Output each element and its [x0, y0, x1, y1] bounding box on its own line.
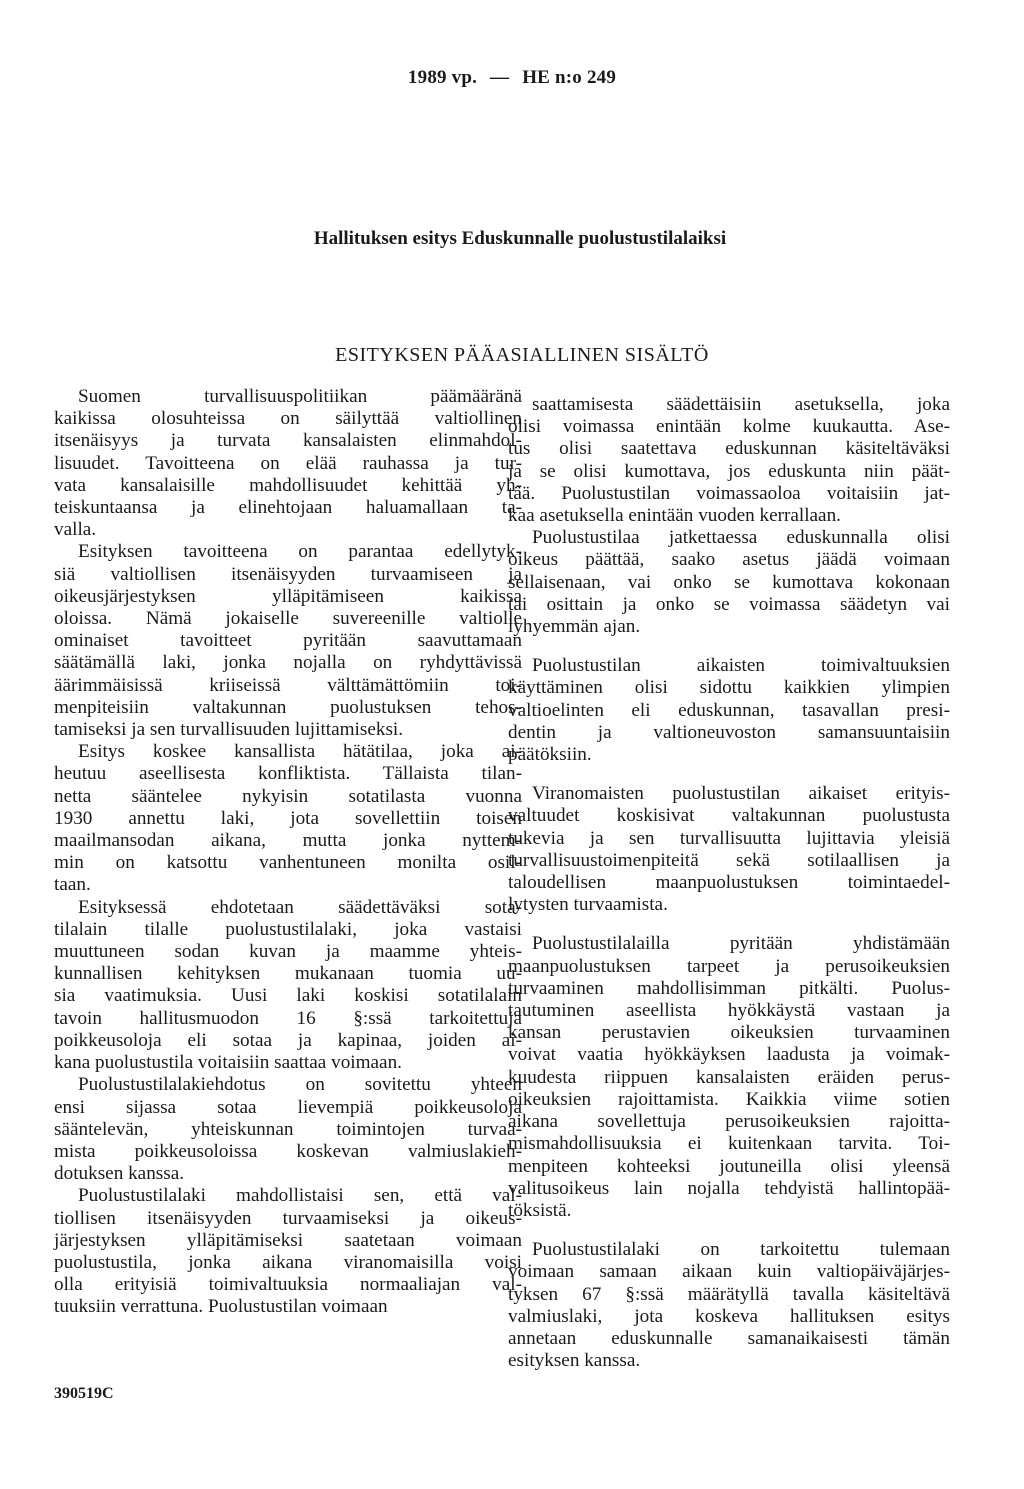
text-line: min on katsottu vanhentuneen monilta osil- — [54, 852, 522, 874]
text-line: kunnallisen kehityksen mukanaan tuomia uu- — [54, 963, 522, 985]
paragraph — [54, 386, 522, 541]
text-line: Puolustustilalaki on tarkoitettu tulemaan — [532, 1239, 950, 1261]
text-line: esityksen kanssa. — [508, 1350, 641, 1372]
text-line: ominaiset tavoitteet pyritään saavuttamaan — [54, 630, 522, 652]
text-line: Suomen turvallisuuspolitiikan päämääränä — [78, 386, 522, 407]
text-line: käyttäminen olisi sidottu kaikkien ylimpien — [508, 677, 950, 699]
text-line: Puolustustilalaki mahdollistaisi sen, että val- — [78, 1185, 522, 1207]
text-line: tus olisi saatettava eduskunnan käsiteltäväksi — [508, 438, 950, 460]
page-header — [0, 67, 1024, 89]
document-code: 390519C — [54, 1385, 114, 1402]
paragraph — [54, 1074, 522, 1185]
text-line: itsenäisyys ja turvata kansalaisten elinmahdol- — [54, 430, 522, 452]
text-line: Viranomaisten puolustustilan aikaiset erityis- — [532, 783, 950, 805]
text-line: säätämällä laki, jonka nojalla on ryhdyttävissä — [54, 652, 522, 674]
paragraph — [54, 1185, 522, 1318]
text-line: tää. Puolustustilan voimassaoloa voitaisiin jat- — [508, 482, 950, 504]
paragraph — [54, 741, 522, 896]
text-line: oikeusjärjestyksen ylläpitämiseen kaikissa — [54, 585, 522, 607]
text-line: Esityksen tavoitteena on parantaa edellytyk- — [78, 541, 522, 563]
text-line: ja se olisi kumottava, jos eduskunta niin päät- — [508, 460, 950, 482]
text-line: oikeuksien rajoittamista. Kaikkia viime sotien — [508, 1088, 950, 1110]
text-line: turvaaminen mahdollisimman pitkälti. Puolus- — [508, 977, 950, 999]
text-line: aikana sovellettuja perusoikeuksien rajoitta- — [508, 1111, 950, 1133]
text-line: oikeus päättää, saako asetus jäädä voimaan — [508, 549, 950, 571]
text-line: olisi voimassa enintään kolme kuukautta. Ase- — [508, 416, 950, 438]
text-line: lisuudet. Tavoitteena on elää rauhassa ja tur- — [54, 452, 522, 474]
text-line: maailmansodan aikana, mutta jonka nyttem- — [54, 830, 522, 852]
text-line: lytysten turvaamista. — [508, 894, 668, 916]
text-line: tamiseksi ja sen turvallisuuden lujittamiseksi. — [54, 719, 404, 741]
text-line: saattamisesta säädettäisiin asetuksella, joka — [532, 394, 950, 415]
text-line: kuudesta riippuen kansalaisten eräiden perus- — [508, 1066, 950, 1088]
text-line: sia vaatimuksia. Uusi laki koskisi sotatilalain — [54, 985, 522, 1007]
text-line: dotuksen kanssa. — [54, 1163, 185, 1185]
text-line: tavoin hallitusmuodon 16 §:ssä tarkoitettuja — [54, 1007, 522, 1029]
text-line: voimaan samaan aikaan kuin valtiopäiväjärjes- — [508, 1261, 950, 1283]
text-line: oloissa. Nämä jokaiselle suvereenille valtiolle — [54, 608, 522, 630]
text-line: taloudellisen maanpuolustuksen toimintaedel- — [508, 872, 950, 894]
paragraph — [54, 541, 522, 741]
text-line: valmiuslaki, jota koskeva hallituksen esitys — [508, 1305, 950, 1327]
text-line: annetaan eduskunnalle samanaikaisesti tämän — [508, 1327, 950, 1349]
text-line: sääntelevän, yhteiskunnan toimintojen turvaa- — [54, 1118, 522, 1140]
text-line: maanpuolustuksen tarpeet ja perusoikeuksien — [508, 955, 950, 977]
text-line: Esityksessä ehdotetaan säädettäväksi sota- — [78, 896, 522, 918]
text-line: päätöksiin. — [508, 744, 592, 766]
paragraph — [54, 897, 522, 1075]
text-line: Puolustustilaa jatkettaessa eduskunnalla olisi — [532, 527, 950, 549]
text-line: sellaisenaan, vai onko se kumottava kokonaan — [508, 571, 950, 593]
text-line: töksistä. — [508, 1199, 572, 1221]
text-line: Puolustustilalailla pyritään yhdistämään — [532, 933, 950, 955]
text-line: kaikissa olosuhteissa on säilyttää valtiollinen — [54, 408, 522, 430]
text-line: valtioelinten eli eduskunnan, tasavallan presi- — [508, 699, 950, 721]
text-line: olla erityisiä toimivaltuuksia normaaliajan val- — [54, 1274, 522, 1296]
left-text-column — [54, 386, 522, 1319]
text-line: mista poikkeusoloissa koskevan valmiuslakieh- — [54, 1140, 522, 1162]
paragraph — [508, 933, 950, 1222]
text-line: teiskuntaansa ja elinehtojaan haluamallaan ta- — [54, 497, 522, 519]
text-line: Puolustustilan aikaisten toimivaltuuksien — [532, 655, 950, 677]
session-year: 1989 vp. — [407, 67, 478, 88]
text-line: menpiteen kohteeksi joutuneilla olisi yleensä — [508, 1155, 950, 1177]
text-line: kansan perustavien oikeuksien turvaaminen — [508, 1022, 950, 1044]
bill-number: HE n:o 249 — [522, 67, 617, 88]
document-title: Hallituksen esitys Eduskunnalle puolustustilalaiksi — [313, 228, 727, 249]
right-text-column — [508, 394, 950, 1389]
text-line: äärimmäisissä kriiseissä välttämättömiin toi- — [54, 674, 522, 696]
text-line: vata kansalaisille mahdollisuudet kehittää yh- — [54, 474, 522, 496]
text-line: taan. — [54, 874, 91, 896]
paragraph — [508, 783, 950, 916]
text-line: tiollisen itsenäisyyden turvaamiseksi ja oikeus- — [54, 1207, 522, 1229]
text-line: siä valtiollisen itsenäisyyden turvaamiseen ja — [54, 563, 522, 585]
text-line: 1930 annettu laki, jota sovellettiin toisen — [54, 807, 522, 829]
text-line: valtuudet koskisivat valtakunnan puolustusta — [508, 805, 950, 827]
paragraph — [508, 1239, 950, 1372]
paragraph — [508, 394, 950, 527]
text-line: kaa asetuksella enintään vuoden kerrallaan. — [508, 505, 841, 527]
text-line: tai osittain ja onko se voimassa säädetyn vai — [508, 593, 950, 615]
header-dash: — — [490, 67, 510, 88]
text-line: poikkeusoloja eli sotaa ja kapinaa, joiden ai- — [54, 1029, 522, 1051]
text-line: puolustustila, jonka aikana viranomaisilla voisi — [54, 1251, 522, 1273]
text-line: lyhyemmän ajan. — [508, 616, 641, 638]
text-line: Esitys koskee kansallista hätätilaa, joka ai- — [78, 741, 522, 763]
section-heading: ESITYKSEN PÄÄASIALLINEN SISÄLTÖ — [335, 344, 709, 366]
text-line: voivat vaatia hyökkäyksen laadusta ja voimak- — [508, 1044, 950, 1066]
paragraph — [508, 655, 950, 766]
text-line: ensi sijassa sotaa lievempiä poikkeusoloja — [54, 1096, 522, 1118]
text-line: muuttuneen sodan kuvan ja maamme yhteis- — [54, 941, 522, 963]
text-line: mismahdollisuuksia ei kuitenkaan tarvita. Toi- — [508, 1133, 950, 1155]
text-line: tuuksiin verrattuna. Puolustustilan voimaan — [54, 1296, 388, 1318]
text-line: turvallisuustoimenpiteitä sekä sotilaallisen ja — [508, 849, 950, 871]
text-line: netta sääntelee nykyisin sotatilasta vuonna — [54, 785, 522, 807]
text-line: valitusoikeus lain nojalla tehdyistä hallintopää- — [508, 1177, 950, 1199]
text-line: järjestyksen ylläpitämiseksi saatetaan voimaan — [54, 1229, 522, 1251]
text-line: tautuminen aseellista hyökkäystä vastaan ja — [508, 1000, 950, 1022]
text-line: tyksen 67 §:ssä määrätyllä tavalla käsiteltävä — [508, 1283, 950, 1305]
paragraph — [508, 527, 950, 638]
text-line: menpiteisiin valtakunnan puolustuksen tehos- — [54, 696, 522, 718]
text-line: heutuu aseellisesta konfliktista. Tällaista tilan- — [54, 763, 522, 785]
text-line: Puolustustilalakiehdotus on sovitettu yhteen — [78, 1074, 522, 1096]
text-line: tilalain tilalle puolustustilalaki, joka vastaisi — [54, 918, 522, 940]
text-line: dentin ja valtioneuvoston samansuuntaisiin — [508, 721, 950, 743]
text-line: tukevia ja sen turvallisuutta lujittavia yleisiä — [508, 827, 950, 849]
text-line: kana puolustustila voitaisiin saattaa voimaan. — [54, 1052, 402, 1074]
text-line: valla. — [54, 519, 97, 541]
